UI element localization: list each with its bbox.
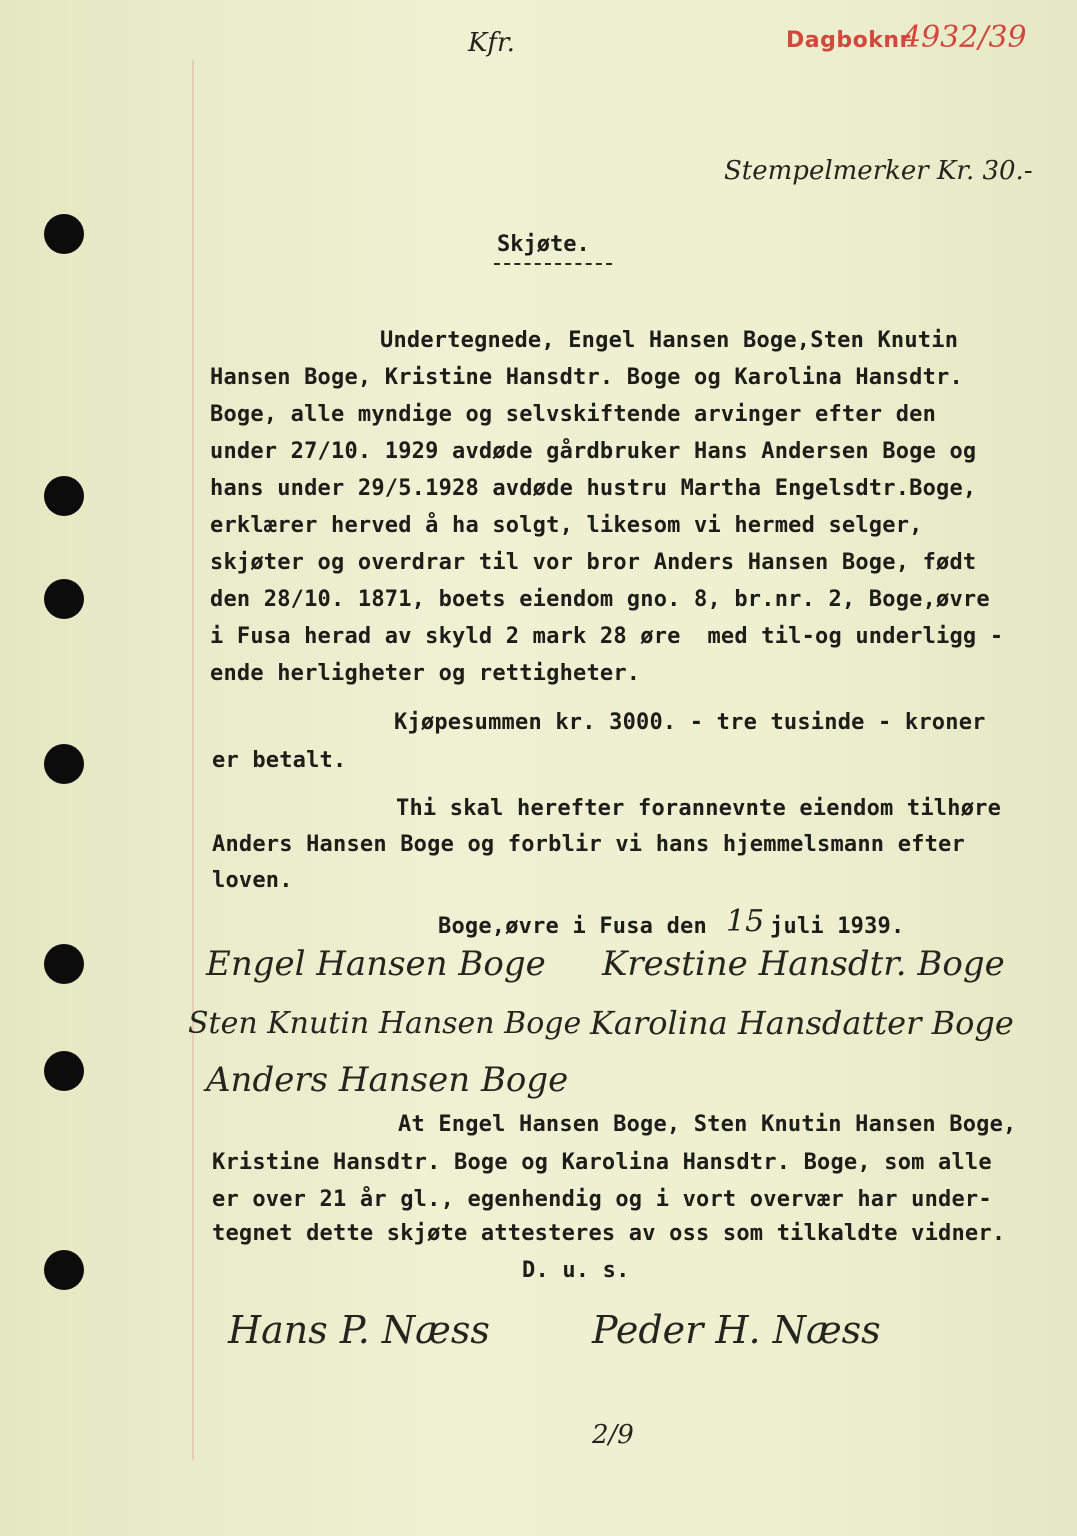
punch-hole [44,214,84,254]
footer-note: 2/9 [592,1420,634,1450]
body-line: er betalt. [212,748,347,773]
body-line: erklærer herved å ha solgt, likesom vi hermed selger, [210,513,923,538]
signature-engel: Engel Hansen Boge [206,944,546,984]
signature-karolina: Karolina Hansdatter Boge [590,1004,1014,1042]
attestation-closing: D. u. s. [522,1258,630,1283]
place-date-prefix: Boge,øvre i Fusa den [438,914,707,939]
attestation-line: Kristine Hansdtr. Boge og Karolina Hansdtr. Boge, som alle [212,1150,992,1175]
body-line: under 27/10. 1929 avdøde gårdbruker Hans Andersen Boge og [210,439,977,464]
signature-sten: Sten Knutin Hansen Boge [188,1006,582,1041]
clerk-initials: Kfr. [468,28,515,58]
stamp-duty-note: Stempelmerker Kr. 30.- [724,156,1033,186]
body-line: Undertegnede, Engel Hansen Boge,Sten Knutin [380,328,959,353]
body-line: Kjøpesummen kr. 3000. - tre tusinde - kroner [394,710,986,735]
body-line: loven. [212,868,293,893]
body-line: Hansen Boge, Kristine Hansdtr. Boge og Karolina Hansdtr. [210,365,963,390]
punch-hole [44,476,84,516]
body-line: ende herligheter og rettigheter. [210,661,641,686]
dagbok-stamp-label: Dagboknr [786,28,911,53]
attestation-line: At Engel Hansen Boge, Sten Knutin Hansen Boge, [398,1112,1017,1137]
dagbok-number: 4932/39 [902,20,1027,55]
body-line: hans under 29/5.1928 avdøde hustru Martha Engelsdtr.Boge, [210,476,977,501]
attestation-line: er over 21 år gl., egenhendig og i vort overvær har under- [212,1187,992,1212]
punch-hole [44,1250,84,1290]
witness-signature-peder: Peder H. Næss [592,1308,881,1352]
document-title: Skjøte. [497,232,590,257]
body-line: Thi skal herefter forannevnte eiendom tilhøre [396,796,1002,821]
punch-hole [44,944,84,984]
signature-anders: Anders Hansen Boge [206,1060,569,1100]
body-line: Boge, alle myndige og selvskiftende arvinger efter den [210,402,937,427]
place-date-suffix: juli 1939. [770,914,905,939]
place-date-day: 15 [726,904,765,939]
punch-hole [44,1051,84,1091]
body-line: skjøter og overdrar til vor bror Anders Hansen Boge, født [210,550,977,575]
title-underline [494,263,612,265]
body-line: Anders Hansen Boge og forblir vi hans hjemmelsmann efter [212,832,965,857]
body-line: i Fusa herad av skyld 2 mark 28 øre med til-og underligg - [210,624,1004,649]
witness-signature-hans: Hans P. Næss [228,1308,490,1352]
signature-kristine: Krestine Hansdtr. Boge [602,944,1005,984]
punch-hole [44,579,84,619]
punch-hole [44,744,84,784]
body-line: den 28/10. 1871, boets eiendom gno. 8, br.nr. 2, Boge,øvre [210,587,990,612]
margin-rule [192,60,194,1460]
attestation-line: tegnet dette skjøte attesteres av oss som tilkaldte vidner. [212,1221,1006,1246]
